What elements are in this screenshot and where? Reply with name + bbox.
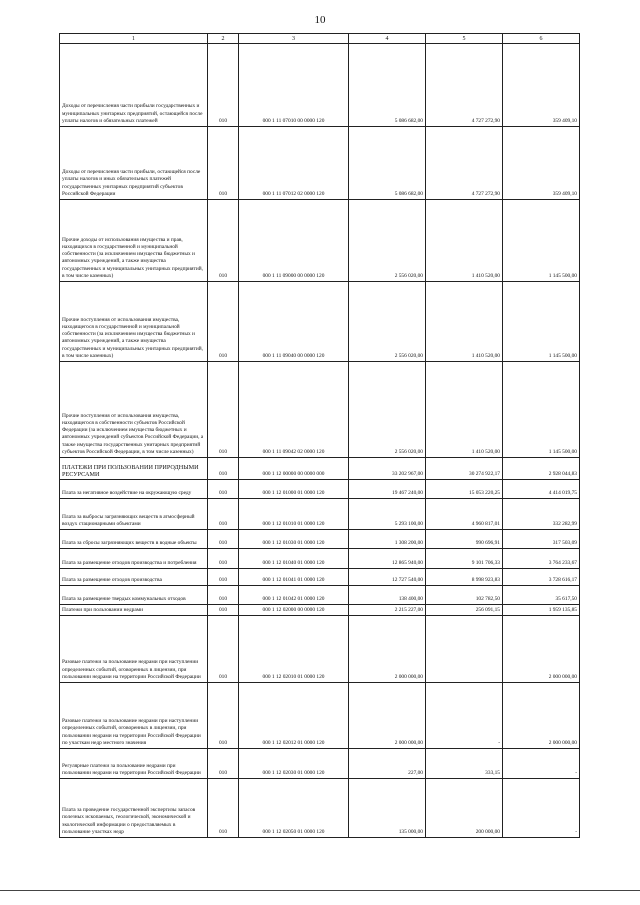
row-admin-code: 010	[208, 616, 239, 683]
table-row	[60, 530, 580, 549]
row-value-col6: 1 959 135,85	[503, 605, 580, 616]
row-name: Плата за размещение отходов производства и потребления	[60, 549, 208, 569]
page-number: 10	[314, 14, 326, 26]
row-value-col6: 1 145 500,00	[503, 282, 580, 362]
row-value-col5: 30 274 922,17	[426, 458, 503, 480]
row-value-col6: 3 764 233,67	[503, 549, 580, 569]
row-value-col4: 19 467 240,00	[349, 480, 426, 499]
row-admin-code: 010	[208, 530, 239, 549]
row-value-col5: 1 410 520,00	[426, 362, 503, 458]
row-value-col6: 317 503,09	[503, 530, 580, 549]
row-name: Доходы от перечисления части прибыли государственных и муниципальных унитарных предприятий, остающейся после уплаты налогов и обязательных платежей	[60, 44, 208, 127]
row-kbk-code: 000 1 12 02030 01 0000 120	[239, 749, 349, 779]
table-row	[60, 683, 580, 749]
column-header: 6	[503, 34, 580, 44]
column-header: 4	[349, 34, 426, 44]
row-name: Плата за размещение твердых коммунальных отходов	[60, 586, 208, 605]
row-admin-code: 010	[208, 458, 239, 480]
row-value-col4: 2 000 000,00	[349, 683, 426, 749]
row-kbk-code: 000 1 12 01041 01 0000 120	[239, 569, 349, 586]
row-name: Платежи при пользовании недрами	[60, 605, 208, 616]
row-kbk-code: 000 1 11 09000 00 0000 120	[239, 200, 349, 282]
row-kbk-code: 000 1 11 09040 00 0000 120	[239, 282, 349, 362]
table-row	[60, 200, 580, 282]
row-admin-code: 010	[208, 683, 239, 749]
revenue-table	[59, 33, 580, 838]
row-admin-code: 010	[208, 362, 239, 458]
row-admin-code: 010	[208, 480, 239, 499]
table-row	[60, 586, 580, 605]
row-admin-code: 010	[208, 127, 239, 200]
row-value-col4: 12 865 940,00	[349, 549, 426, 569]
table-row	[60, 127, 580, 200]
row-name: Плата за негативное воздействие на окружающую среду	[60, 480, 208, 499]
table-row	[60, 605, 580, 616]
row-value-col6: 1 145 500,00	[503, 362, 580, 458]
table-row	[60, 569, 580, 586]
row-value-col4: 2 556 020,00	[349, 362, 426, 458]
row-admin-code: 010	[208, 569, 239, 586]
row-value-col4: 138 400,00	[349, 586, 426, 605]
row-value-col5	[426, 616, 503, 683]
row-value-col5: 102 782,50	[426, 586, 503, 605]
row-value-col4: 12 727 540,00	[349, 569, 426, 586]
row-admin-code: 010	[208, 605, 239, 616]
row-kbk-code: 000 1 12 01000 01 0000 120	[239, 480, 349, 499]
row-value-col4: 2 556 020,00	[349, 282, 426, 362]
row-value-col5: 1 410 520,00	[426, 282, 503, 362]
row-admin-code: 010	[208, 749, 239, 779]
row-value-col5: 256 091,15	[426, 605, 503, 616]
row-value-col5: 1 410 520,00	[426, 200, 503, 282]
row-name: Плата за выбросы загрязняющих веществ в атмосферный воздух стационарными объектами	[60, 499, 208, 530]
row-value-col5: 333,15	[426, 749, 503, 779]
row-value-col5: -	[426, 683, 503, 749]
row-value-col5: 9 101 706,33	[426, 549, 503, 569]
row-admin-code: 010	[208, 586, 239, 605]
row-name: Регулярные платежи за пользование недрами при пользовании недрами на территории Российской Федерации	[60, 749, 208, 779]
row-value-col4: 5 293 100,00	[349, 499, 426, 530]
table-row	[60, 44, 580, 127]
row-value-col4: 2 215 227,00	[349, 605, 426, 616]
row-value-col5: 4 960 817,01	[426, 499, 503, 530]
row-value-col4: 227,00	[349, 749, 426, 779]
table-row	[60, 362, 580, 458]
row-kbk-code: 000 1 12 01010 01 0000 120	[239, 499, 349, 530]
row-kbk-code: 000 1 12 02050 01 0000 120	[239, 779, 349, 838]
row-value-col6: 1 145 500,00	[503, 200, 580, 282]
table-row	[60, 480, 580, 499]
table-row	[60, 282, 580, 362]
row-value-col5: 200 000,00	[426, 779, 503, 838]
row-kbk-code: 000 1 12 00000 00 0000 000	[239, 458, 349, 480]
row-value-col6: 332 282,99	[503, 499, 580, 530]
table-row	[60, 616, 580, 683]
row-value-col4: 1 308 200,00	[349, 530, 426, 549]
row-kbk-code: 000 1 12 01040 01 0000 120	[239, 549, 349, 569]
row-value-col5: 990 696,91	[426, 530, 503, 549]
row-kbk-code: 000 1 12 01030 01 0000 120	[239, 530, 349, 549]
row-value-col4: 2 556 020,00	[349, 200, 426, 282]
row-value-col6: -	[503, 749, 580, 779]
table-body	[60, 44, 580, 838]
row-kbk-code: 000 1 12 02010 01 0000 120	[239, 616, 349, 683]
table-row	[60, 499, 580, 530]
row-name: ПЛАТЕЖИ ПРИ ПОЛЬЗОВАНИИ ПРИРОДНЫМИ РЕСУРСАМИ	[60, 458, 208, 480]
row-name: Плата за сбросы загрязняющих веществ в водные объекты	[60, 530, 208, 549]
row-name: Прочие поступления от использования имущества, находящегося в государственной и муниципальной собственности (за исключением имущества бюджетных и автономных учреждений, а также имущества государственных и муниципальных унитарных предприятий, в том числе казенных)	[60, 282, 208, 362]
row-name: Прочие поступления от использования имущества, находящегося в собственности субъектов Российской Федерации (за исключением имущества бюджетных и автономных учреждений субъектов Российской Федерации, а также имущества государственных унитарных предприятий субъектов Российской Федерации, в том числе казенных)	[60, 362, 208, 458]
row-name: Разовые платежи за пользование недрами при наступлении определенных событий, оговоренных в лицензии, при пользовании недрами на территории Российской Федерации	[60, 616, 208, 683]
row-admin-code: 010	[208, 499, 239, 530]
row-value-col6: -	[503, 779, 580, 838]
column-header: 5	[426, 34, 503, 44]
row-value-col6: 35 617,50	[503, 586, 580, 605]
row-name: Доходы от перечисления части прибыли, остающейся после уплаты налогов и иных обязательных платежей государственных унитарных предприятий субъектов Российской Федерации	[60, 127, 208, 200]
row-kbk-code: 000 1 12 01042 01 0000 120	[239, 586, 349, 605]
row-value-col4: 5 086 682,00	[349, 44, 426, 127]
row-value-col4: 33 202 967,00	[349, 458, 426, 480]
row-name: Плата за размещение отходов производства	[60, 569, 208, 586]
row-value-col6: 2 928 044,83	[503, 458, 580, 480]
row-value-col6: 2 000 000,00	[503, 683, 580, 749]
row-admin-code: 010	[208, 779, 239, 838]
row-name: Плата за проведение государственной экспертизы запасов полезных ископаемых, геологической, экономической и экологической информации о предоставляемых в пользование участках недр	[60, 779, 208, 838]
row-kbk-code: 000 1 12 02000 00 0000 120	[239, 605, 349, 616]
row-value-col4: 135 000,00	[349, 779, 426, 838]
column-header: 3	[239, 34, 349, 44]
row-kbk-code: 000 1 12 02012 01 0000 120	[239, 683, 349, 749]
row-value-col6: 359 409,10	[503, 127, 580, 200]
table-row	[60, 749, 580, 779]
row-admin-code: 010	[208, 549, 239, 569]
row-admin-code: 010	[208, 200, 239, 282]
row-value-col6: 4 414 019,75	[503, 480, 580, 499]
column-header: 2	[208, 34, 239, 44]
row-name: Разовые платежи за пользование недрами при наступлении определенных событий, оговоренных в лицензии, при пользовании недрами на территории Российской Федерации по участкам недр местного значения	[60, 683, 208, 749]
table-row	[60, 549, 580, 569]
row-admin-code: 010	[208, 282, 239, 362]
row-kbk-code: 000 1 11 07012 02 0000 120	[239, 127, 349, 200]
row-name: Прочие доходы от использования имущества и прав, находящихся в государственной и муниципальной собственности (за исключением имущества бюджетных и автономных учреждений, а также имущества государственных и муниципальных унитарных предприятий, в том числе казенных)	[60, 200, 208, 282]
row-value-col5: 8 998 923,83	[426, 569, 503, 586]
row-kbk-code: 000 1 11 09042 02 0000 120	[239, 362, 349, 458]
row-kbk-code: 000 1 11 07010 00 0000 120	[239, 44, 349, 127]
row-value-col4: 5 086 682,00	[349, 127, 426, 200]
row-value-col6: 359 409,10	[503, 44, 580, 127]
row-value-col5: 15 053 220,25	[426, 480, 503, 499]
row-admin-code: 010	[208, 44, 239, 127]
table-row	[60, 458, 580, 480]
bottom-rule	[0, 890, 640, 891]
row-value-col5: 4 727 272,90	[426, 127, 503, 200]
row-value-col6: 2 000 000,00	[503, 616, 580, 683]
row-value-col6: 3 728 616,17	[503, 569, 580, 586]
column-number-row	[60, 34, 580, 44]
column-header: 1	[60, 34, 208, 44]
row-value-col4: 2 000 000,00	[349, 616, 426, 683]
row-value-col5: 4 727 272,90	[426, 44, 503, 127]
table-row	[60, 779, 580, 838]
